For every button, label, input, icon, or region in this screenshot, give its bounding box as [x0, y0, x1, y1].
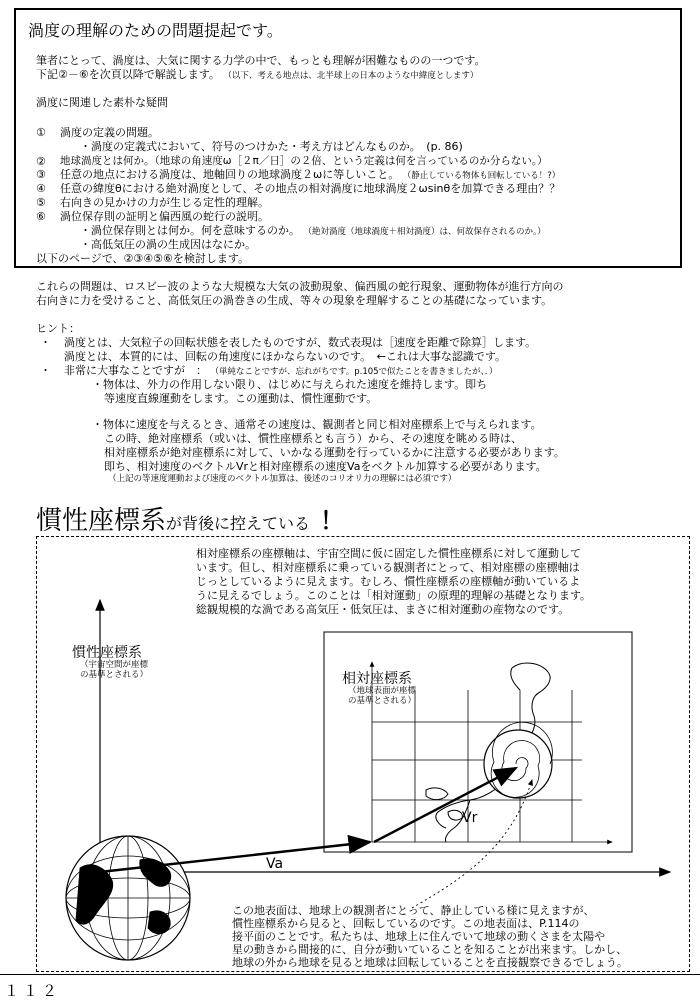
relative-note	[348, 686, 416, 706]
bottom-note-2: 慣性座標系から見ると、回転しているのです。この地表面は、P.114の	[232, 917, 580, 930]
bottom-note-1: この地表面は、地球上の観測者にとって、静止している様に見えますが、	[232, 904, 595, 917]
hint-bullet-1-mark: ・	[40, 336, 51, 349]
figure-desc-1: 相対座標系の座標軸は、宇宙空間に仮に固定した慣性座標系に対して運動して	[196, 547, 581, 560]
vr-label: Vr	[462, 810, 478, 826]
box-closing: 以下のページで、②③④⑤⑥を検討します。	[36, 252, 249, 265]
page-number: １１２	[4, 982, 62, 1000]
question-item-6: 渦位保存則の証明と偏西風の蛇行の説明。	[60, 210, 269, 223]
figure-desc-4: うに見えるでしょう。このことは「相対運動」の原理的理解の基礎となります。	[196, 589, 592, 602]
question-item-3-mark: ③	[36, 168, 46, 181]
question-item-1-mark: ①	[36, 126, 46, 139]
hint-sub2-line-4: 即ち、相対速度のベクトルVrと相対座標系の速度Vaをベクトル加算する必要があります。	[104, 460, 547, 473]
hint-sub1-line-2: 等速度直線運動をします。この運動は、慣性運動です。	[104, 392, 378, 405]
question-item-2-mark: ②	[36, 155, 46, 168]
va-label: Va	[266, 856, 284, 872]
hint-b2-text: 非常に大事なことですが ：	[64, 364, 207, 377]
inertial-note-2: の基準とされる）	[80, 670, 149, 680]
section-title-sub: が背後に控えている	[166, 514, 311, 533]
relative-label: 相対座標系	[342, 671, 412, 687]
globe	[66, 836, 190, 960]
question-item-6b: ・高低気圧の渦の生成因はなにか。	[80, 238, 256, 251]
para-line-2: 右向きに力を受けること、高低気圧の渦巻きの生成、等々の現象を理解することの基礎になっています。	[36, 294, 553, 307]
question-item-6-mark: ⑥	[36, 210, 46, 223]
figure-desc-5: 総観規模的な渦である高気圧・低気圧は、まさに相対運動の産物なのです。	[196, 603, 570, 616]
question-item-2: 地球渦度とは何か。（地球の角速度ω［２π／日］の２倍、という定義は何を言っているのか分らない。）	[60, 155, 548, 167]
hint-sub2-line-1: ・物体に速度を与えるとき、通常その速度は、観測者と同じ相対座標系上で与えられます。	[92, 418, 542, 431]
shikoku-outline	[448, 810, 462, 820]
inertial-note-1: （宇宙空間が座標	[80, 660, 149, 670]
relative-frame-box	[324, 632, 632, 852]
question-item-1: 渦度の定義の問題。	[60, 126, 159, 139]
intro-line-2-text: 下記②－⑥を次頁以降で解説します。	[36, 68, 220, 81]
figure-desc-3: じっとしているように見えます。むしろ、慣性座標系の座標軸が動いているよ	[196, 575, 581, 588]
relative-note-1: （地球表面が座標	[348, 686, 417, 696]
question-item-5: 右向きの見かけの力が生じる定性的理解。	[60, 196, 269, 209]
hint-label: ヒント：	[36, 322, 80, 335]
bottom-note-5: 地球の外から地球を見ると地球は回転していることを直接観察できるでしょう。	[232, 956, 628, 969]
hint-bullet-2-mark: ・	[40, 364, 51, 377]
question-item-3-note: （静止している物体も回転している！?）	[402, 171, 561, 181]
footer-rule	[0, 974, 700, 975]
question-item-4-mark: ④	[36, 182, 46, 195]
bottom-note-4: 星の動きから間接的に、自分が動いていることを知ることが出来ます。しかし、	[232, 943, 628, 956]
hint-b2-note: （単純なことですが、忘れがちです。p.105で似たことを書きましたが、．）	[210, 367, 498, 377]
inertial-note	[80, 660, 148, 680]
inertial-label: 慣性座標系	[72, 645, 142, 661]
section-title-bang: ！	[320, 507, 345, 535]
question-heading: 渦度に関連した素朴な疑問	[36, 96, 168, 109]
hint-sub2-line-3: 相対座標系が絶対座標系に対して、いかなる運動を行っているかに注意する必要があります。	[104, 446, 565, 459]
hint-sub2-note: （上記の等速度運動および速度のベクトル加算は、後述のコリオリ力の理解には必須です）	[108, 474, 457, 484]
inertial-axes	[100, 600, 670, 872]
para-line-1: これらの問題は、ロスビー波のような大規模な大気の波動現象、偏西風の蛇行現象、運動物体が進行方向の	[36, 280, 564, 293]
question-item-6a-text: ・渦位保存則とは何か。何を意味するのか。	[80, 224, 300, 237]
vr-vector	[374, 768, 516, 842]
question-item-6a-note: （絶対渦度（地球渦度＋相対渦度）は、何故保存されるのか。）	[303, 227, 546, 237]
kyushu-outline	[426, 788, 448, 800]
intro-line-1: 筆者にとって、渦度は、大気に関する力学の中で、もっとも理解が困難なものの一つです。	[36, 54, 486, 67]
hint-sub1-line-1: ・物体は、外力の作用しない限り、はじめに与えられた速度を維持します。即ち	[92, 378, 488, 391]
hint-b1-line-1: 渦度とは、大気粒子の回転状態を表したものですが、数式表現は［速度を距離で除算］します。	[64, 336, 537, 349]
figure-desc-2: います。但し、相対座標系に乗っている観測者にとって、相対座標の座標軸は	[196, 561, 580, 574]
box-title: 渦度の理解のための問題提起です。	[28, 21, 283, 40]
question-item-4: 任意の緯度θにおける絶対渦度として、その地点の相対渦度に地球渦度２ωsinθを加算できる理由？？	[60, 182, 561, 195]
relative-note-2: の基準とされる）	[348, 696, 417, 706]
question-item-1a: ・渦度の定義式において、符号のつけかた・考え方はどんなものか。 (p. 86)	[80, 140, 463, 153]
section-title-main: 慣性座標系	[36, 506, 167, 536]
hint-b1-line-2: 渦度とは、本質的には、回転の角速度にほかならないのです。 ←これは大事な認識です。	[64, 350, 506, 363]
intro-note: （以下、考える地点は、北半球上の日本のような中緯度とします）	[223, 71, 479, 81]
hint-sub2-line-2: この時、絶対座標系（或いは、慣性座標系とも言う）から、その速度を眺める時は、	[104, 432, 522, 445]
low-pressure-spiral	[484, 722, 552, 798]
bottom-note-3: 接平面のことです。私たちは、地球上に住んでいて地球の動くさまを太陽や	[232, 930, 606, 943]
question-item-3-text: 任意の地点における渦度は、地軸回りの地球渦度２ωに等しいこと。	[60, 168, 400, 181]
question-item-5-mark: ⑤	[36, 196, 46, 209]
